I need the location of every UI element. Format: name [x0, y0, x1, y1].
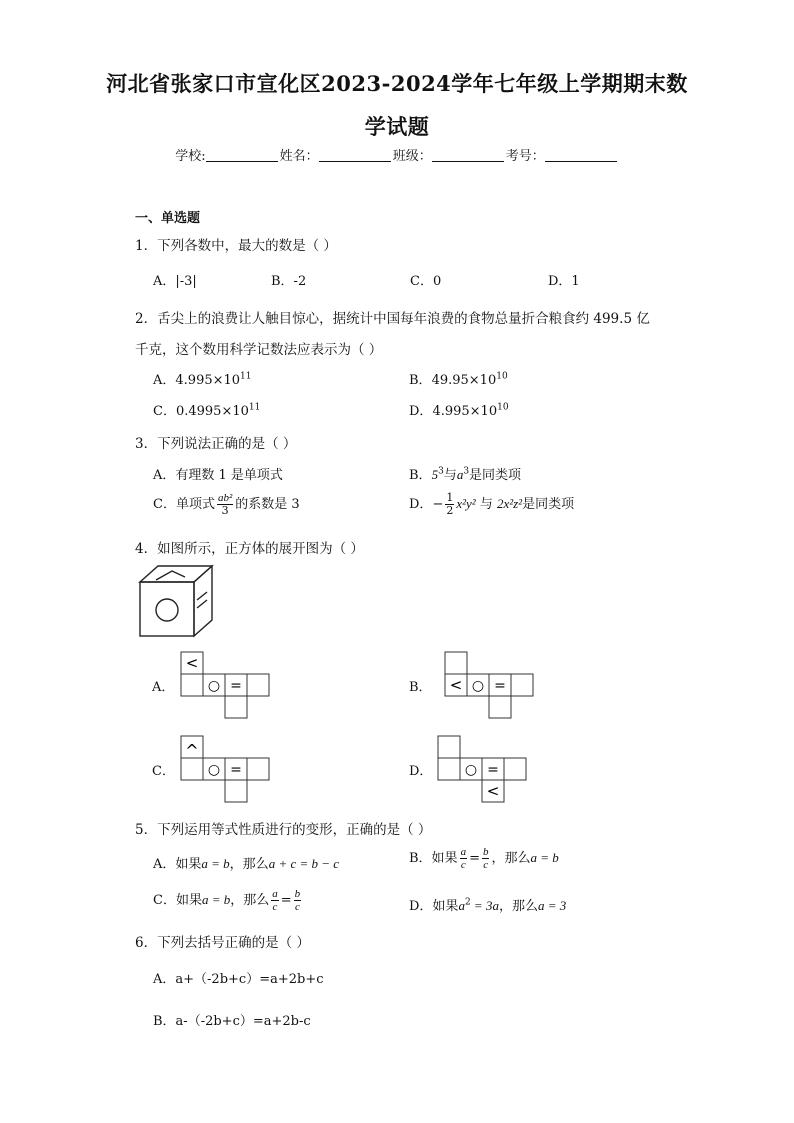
equal-sign: =	[230, 678, 242, 694]
number-field[interactable]	[545, 149, 617, 162]
equal-sign: =	[230, 762, 242, 778]
less-sign: <	[449, 676, 463, 694]
q4-stem: 4．如图所示，正方体的展开图为（ ）	[135, 541, 364, 557]
name-field[interactable]	[319, 149, 391, 162]
page-title-line2: 学试题	[364, 114, 430, 139]
school-label: 学校:	[175, 149, 206, 164]
cube-figure	[136, 562, 216, 640]
q2-option-d[interactable]: D．$4.995\times 10^{10}$	[409, 402, 509, 419]
number-label: 考号：	[505, 149, 545, 164]
circle-symbol: ○	[207, 678, 221, 694]
student-info-row	[0, 145, 794, 164]
q3-option-c[interactable]: C．单项式 $\frac{\text{ab²}}{3}$ 的系数是 3	[153, 492, 300, 517]
q2-option-a[interactable]: A．$4.995\times 10^{11}$	[153, 371, 252, 388]
q6-option-b[interactable]: B．a-（-2b+c）=a+2b-c	[153, 1014, 311, 1029]
q6-option-a[interactable]: A．a+（-2b+c）=a+2b+c	[153, 972, 324, 987]
q4-option-a-net[interactable]	[180, 651, 272, 721]
caret-sign: ^	[185, 741, 199, 760]
q5-stem: 5．下列运用等式性质进行的变形，正确的是（ ）	[135, 822, 432, 838]
q3-option-b[interactable]: B．$5^3$与$a^3$是同类项	[409, 466, 522, 483]
q4-option-d-label[interactable]: D．	[409, 764, 433, 779]
q5-option-c[interactable]: C．如果a = b，那么 $\frac{a}{c}$ = $\frac{b}{c}$	[153, 888, 301, 913]
q4-option-a-label[interactable]: A．	[152, 680, 175, 695]
q2-option-b[interactable]: B．$49.95\times 10^{10}$	[409, 371, 508, 388]
q5-option-d[interactable]: D．如果$a^2 = 3a$，那么a = 3	[409, 897, 567, 914]
circle-symbol: ○	[464, 762, 478, 778]
equal-sign: =	[487, 762, 499, 778]
q2-stem-line2: 千克，这个数用科学记数法应表示为（ ）	[135, 342, 383, 358]
q3-stem: 3．下列说法正确的是（ ）	[135, 436, 297, 452]
q1-option-a[interactable]: A．|-3|	[153, 274, 197, 289]
q5-option-a[interactable]: A．如果a = b，那么a + c = b − c	[153, 856, 340, 872]
circle-symbol: ○	[471, 678, 485, 694]
school-field[interactable]	[206, 149, 278, 162]
equal-sign: =	[494, 678, 506, 694]
q2-stem-line1: 2．舌尖上的浪费让人触目惊心，据统计中国每年浪费的食物总量折合粮食约 499.5 亿	[135, 311, 650, 327]
class-label: 班级：	[392, 149, 432, 164]
q4-option-b-net[interactable]	[444, 651, 540, 721]
q4-option-c-net[interactable]	[180, 735, 272, 805]
q3-option-a[interactable]: A．有理数 1 是单项式	[153, 468, 283, 483]
q3-option-d[interactable]: D．− $\frac{1}{2}$ x²y² 与 2x²z²是同类项	[409, 491, 575, 517]
less-sign: <	[486, 782, 500, 800]
q1-stem: 1．下列各数中，最大的数是（ ）	[135, 238, 337, 254]
q5-option-b[interactable]: B．如果 $\frac{a}{c}$ = $\frac{b}{c}$ ，那么a = b	[409, 846, 559, 871]
class-field[interactable]	[432, 149, 504, 162]
q1-option-c[interactable]: C．0	[410, 274, 442, 289]
q6-stem: 6．下列去括号正确的是（ ）	[135, 935, 310, 951]
q4-option-b-label[interactable]: B．	[409, 680, 432, 695]
circle-symbol: ○	[207, 762, 221, 778]
q4-option-c-label[interactable]: C．	[152, 764, 175, 779]
page-title-line1: 河北省张家口市宣化区2023-2024学年七年级上学期期末数	[106, 71, 688, 96]
name-label: 姓名：	[279, 149, 319, 164]
q1-option-d[interactable]: D．1	[548, 274, 580, 289]
q1-option-b[interactable]: B．-2	[271, 274, 307, 289]
section-heading: 一、单选题	[135, 211, 201, 226]
q4-option-d-net[interactable]	[437, 735, 533, 805]
q2-option-c[interactable]: C．$0.4995\times 10^{11}$	[153, 402, 261, 419]
less-sign: <	[185, 654, 199, 672]
